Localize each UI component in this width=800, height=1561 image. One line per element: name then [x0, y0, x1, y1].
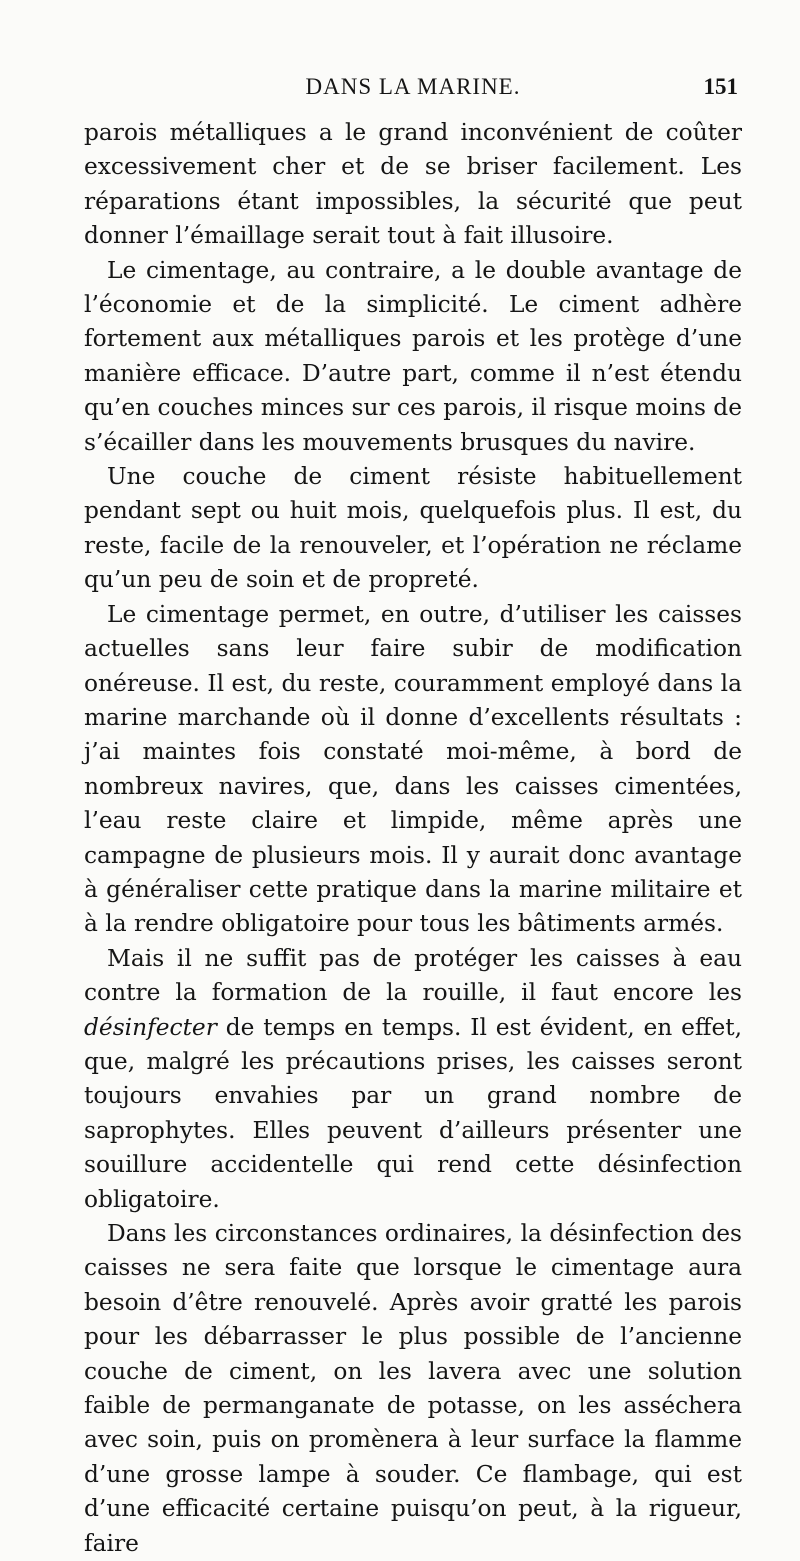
paragraph-1: parois métalliques a le grand inconvénient de coûter excessivement cher et de se briser facilement. Les réparations étant impossibles, la sécurité que peut donner l’émaillage serait tout à fait illusoire.	[84, 119, 742, 250]
page-header	[84, 74, 742, 114]
italic-term: désinfecter	[84, 1013, 217, 1041]
paragraph-2: Le cimentage, au contraire, a le double avantage de l’économie et de la simplicité. Le ciment adhère fortement aux métalliques parois et les protège d’une manière efficace. D’autre part, comme il n’est étendu qu’en couches minces sur ces parois, il risque moins de s’écailler dans les mouvements brusques du navire.	[84, 256, 743, 456]
paragraph-3: Une couche de ciment résiste habituellement pendant sept ou huit mois, quelquefois plus. Il est, du reste, facile de la renouveler, et l’opération ne réclame qu’un peu de soin et de propreté.	[84, 463, 742, 594]
page-number: 151	[703, 74, 738, 99]
paragraph-5-end: de temps en temps. Il est évident, en effet, que, malgré les précautions prises, les caisses seront toujours envahies par un grand nombre de saprophytes. Elles peuvent d’ailleurs présenter une souillure accidentelle qui rend cette désinfection obligatoire.	[84, 1013, 742, 1213]
paragraph-6: Dans les circonstances ordinaires, la désinfection des caisses ne sera faite que lorsque le cimentage aura besoin d’être renouvelé. Après avoir gratté les parois pour les débarrasser le plus possible de l’ancienne couche de ciment, on les lavera avec une solution faible de permanganate de potasse, on les asséchera avec soin, puis on promènera à leur surface la flamme d’une grosse lampe à souder. Ce flambage, qui est d’une efficacité certaine puisqu’on peut, à la rigueur, faire	[84, 1220, 742, 1557]
paragraph-5	[84, 942, 742, 1217]
running-title: DANS LA MARINE.	[305, 74, 521, 99]
paragraph-5-start: Mais il ne suffit pas de protéger les caisses à eau contre la formation de la rouille, il faut encore les	[84, 944, 742, 1007]
body-text	[84, 116, 742, 1561]
paragraph-4: Le cimentage permet, en outre, d’utiliser les caisses actuelles sans leur faire subir de modification onéreuse. Il est, du reste, couramment employé dans la marine marchande où il donne d’excellents résultats : j’ai maintes fois constaté moi-même, à bord de nombreux navires, que, dans les caisses cimentées, l’eau reste claire et limpide, même après une campagne de plusieurs mois. Il y aurait donc avantage à généraliser cette pratique dans la marine militaire et à la rendre obligatoire pour tous les bâtiments armés.	[84, 600, 742, 938]
